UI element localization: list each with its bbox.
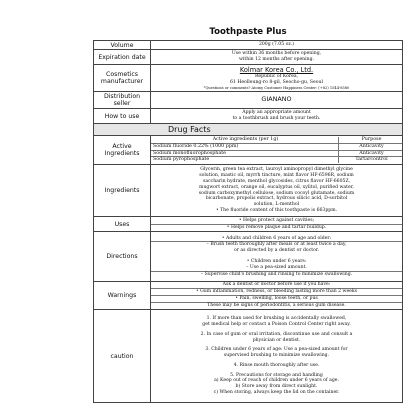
warnings-line: • Gum inflammation, redness, or bleeding lasting more than 2 weeks <box>151 289 402 296</box>
manufacturer-row <box>94 65 403 92</box>
caution-line: 1. If more than used for brushing is accidentally swallowed, <box>206 316 347 322</box>
drug-facts-row <box>94 124 403 136</box>
manufacturer-brand: Kolmar Korea Co., Ltd. <box>239 65 314 74</box>
distribution-value: GIANANO <box>151 92 403 109</box>
volume-label: Volume <box>94 41 151 50</box>
ingredients-line: solution, L-menthol <box>253 202 300 208</box>
caution-line: b) Store away from direct sunlight. <box>235 384 318 390</box>
active-ingredient-purpose: Tartarcontrol <box>338 157 402 163</box>
directions-label: Directions <box>94 232 151 282</box>
howto-row <box>94 109 403 124</box>
warnings-line: Ask a dentist or doctor before use if you have: <box>151 282 402 289</box>
caution-line: a) Keep out of reach of children under 6 years of age. <box>214 378 339 384</box>
warnings-line: • Pain, swelling, loose teeth, or pus <box>151 296 402 303</box>
distribution-label-line: seller <box>113 100 131 107</box>
volume-value: 200g (7.05 oz.) <box>151 41 403 50</box>
howto-value <box>151 109 403 124</box>
distribution-row <box>94 92 403 109</box>
caution-line: 4. Rinse mouth thoroughly after use. <box>233 362 320 368</box>
product-info-table <box>93 40 403 403</box>
manufacturer-label-line: Cosmetics <box>106 71 138 78</box>
caution-line: 5. Precautions for storage and handling <box>230 372 323 378</box>
directions-line: – Supervise child's brushing and rinsing to minimize swallowing. <box>200 271 353 277</box>
expiration-label: Expiration date <box>94 50 151 65</box>
ingredients-line: saccharin hydrate, menthol glycosides, citrus flavor HF-6605Z, <box>202 178 351 184</box>
howto-line: Apply an appropriate amount <box>242 110 311 116</box>
ingredients-label: Ingredients <box>94 165 151 217</box>
active-ingredient-name: Sodium monofluorophosphate <box>151 151 338 158</box>
active-ingredient-name: Sodium pyrophosphate <box>153 157 210 163</box>
caution-value <box>151 310 403 403</box>
drug-facts-heading <box>94 124 403 136</box>
howto-label: How to use <box>94 109 151 124</box>
directions-line: • Adults and children 6 years of age and older: <box>151 236 402 243</box>
active-ingredient-purpose: Anticavity <box>338 151 402 158</box>
expiration-line: Use within 36 months before opening, <box>231 51 322 57</box>
manufacturer-line: 61 Heolleung-ro 8-gil, Seocho-gu, Seoul <box>230 79 323 85</box>
ingredients-line: sodium carboxymethyl cellulose, sodium cocoyl glutamate, sodium <box>198 190 355 196</box>
ingredients-line: solution, mastic oil, myrrh tincture, mint flavor HF-6596R, sodium <box>199 173 354 179</box>
drug-facts-title: Drug Facts <box>168 125 211 134</box>
expiration-value <box>151 50 403 65</box>
caution-line: physician or dentist. <box>252 337 301 343</box>
warnings-value <box>151 282 403 310</box>
caution-line: 3. Children under 6 years of age: Use a pea-sized amount for <box>205 347 348 353</box>
directions-line: or as directed by a dentist or doctor. <box>233 248 320 254</box>
caution-row <box>94 310 403 403</box>
ingredients-line: bicarbonate, propolis extract, hydrous silicic acid, D-sorbitol <box>205 196 348 202</box>
directions-line: – Brush teeth thoroughly after meals or at least twice a day, <box>206 242 347 248</box>
ingredients-row <box>94 165 403 217</box>
caution-label: caution <box>94 310 151 403</box>
manufacturer-value <box>151 65 403 92</box>
active-label-line: Active <box>112 143 132 150</box>
manufacturer-line: Republic of Korea, <box>254 73 299 79</box>
distribution-label <box>94 92 151 109</box>
volume-row <box>94 41 403 50</box>
distribution-label-line: Distribution <box>103 93 141 100</box>
caution-line: supervised brushing to minimize swallowing. <box>223 353 330 359</box>
active-header-purpose: Purpose <box>338 137 402 144</box>
directions-value <box>151 232 403 282</box>
warnings-line: These may be signs of periodontitis, a serious gum disease. <box>207 302 346 308</box>
uses-line: • Helps remove plaque and tartar buildup. <box>226 224 327 230</box>
caution-line: get medical help or contact a Poison Control Center right away. <box>202 321 351 327</box>
manufacturer-contact: *Questions or comments? Atomy Customer Happiness Center: (+82) 1544-8580 <box>203 85 350 90</box>
expiration-line: within 12 months after opening. <box>239 57 314 62</box>
active-label-line: Ingredients <box>104 150 140 157</box>
uses-value <box>151 217 403 232</box>
uses-label: Uses <box>94 217 151 232</box>
expiration-row <box>94 50 403 65</box>
uses-row <box>94 217 403 232</box>
document-title: Toothpaste Plus <box>209 27 287 37</box>
active-ingredients-table <box>151 136 403 165</box>
product-label-document <box>93 24 403 403</box>
active-ingredient-purpose: Anticavity <box>338 144 402 151</box>
directions-line: – Use a pea-sized amount. <box>151 265 402 272</box>
active-row <box>94 136 403 165</box>
ingredients-line: mugwort extract, orange oil, eucalyptus oil, xylitol, purified water, <box>199 184 354 190</box>
ingredients-line: Glycerin, green tea extract, lauroyl aminopropyl dimethyl glycine <box>200 167 353 173</box>
caution-line: c) When storing, always keep the lid on the container. <box>213 390 340 396</box>
warnings-row <box>94 282 403 310</box>
manufacturer-label-line: manufacturer <box>100 78 144 85</box>
active-ingredient-name: Sodium fluoride 0.22% (1000 ppm) <box>151 144 338 151</box>
uses-line: • Helps protect against cavities; <box>151 218 402 225</box>
directions-row <box>94 232 403 282</box>
active-header-ingredient: Active ingredients (per 1g) <box>151 137 338 144</box>
fluoride-content-line: • The fluoride content of this toothpaste is 663ppm. <box>215 207 338 213</box>
howto-line: to a toothbrush and brush your teeth. <box>232 116 321 121</box>
directions-line: • Children under 6 years: <box>246 259 307 264</box>
active-label <box>94 136 151 165</box>
ingredients-value <box>151 165 403 217</box>
manufacturer-label <box>94 65 151 92</box>
warnings-label: Warnings <box>94 282 151 310</box>
caution-line: 2. In case of gum or oral irritation, discontinue use and consult a <box>200 331 353 337</box>
